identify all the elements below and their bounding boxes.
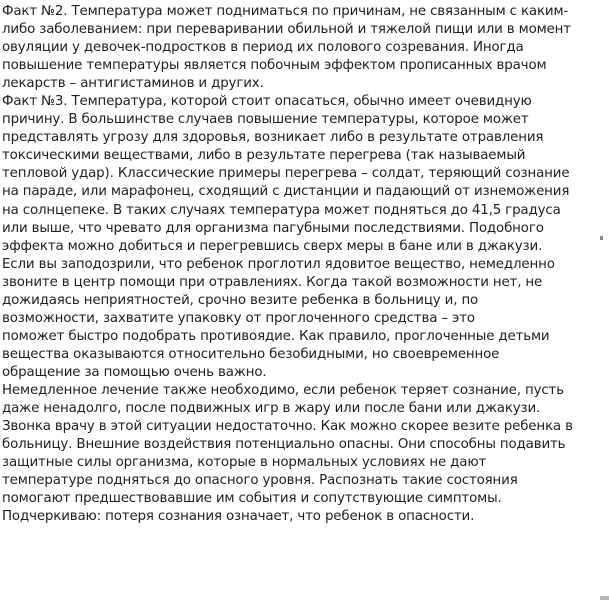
text-line-26: защитные силы организма, которые в нормальных условиях не дают <box>2 455 487 471</box>
document-text <box>2 3 600 526</box>
text-line-8: представлять угрозу для здоровья, возникает либо в результате отравления <box>2 130 544 146</box>
text-line-1: Факт №2. Температура может подниматься по причинам, не связанным с каким- <box>2 4 569 19</box>
scan-edge-mark <box>600 596 609 600</box>
text-line-28: помогают предшествовавшие им события и сопутствующие симптомы. <box>2 491 502 507</box>
text-line-16: звоните в центр помощи при отравлениях. Когда такой возможности нет, не <box>2 274 543 290</box>
text-line-13: или выше, что чревато для организма пагубными последствиями. Подобного <box>2 220 544 236</box>
text-line-25: больницу. Внешние воздействия потенциально опасны. Они способны подавить <box>2 437 566 453</box>
text-line-19: поможет быстро подобрать противоядие. Как правило, проглоченные детьми <box>2 328 550 344</box>
text-line-10: тепловой удар). Классические примеры перегрева – солдат, теряющий сознание <box>2 166 570 182</box>
text-line-29: Подчеркиваю: потеря сознания означает, что ребенок в опасности. <box>2 509 475 525</box>
text-line-22: Немедленное лечение также необходимо, если ребенок теряет сознание, пусть <box>2 382 564 398</box>
text-line-17: дожидаясь неприятностей, срочно везите ребенка в больницу и, по <box>2 292 479 308</box>
text-line-3: овуляции у девочек-подростков в период их полового созревания. Иногда <box>2 40 524 56</box>
text-line-21: обращение за помощью очень важно. <box>2 364 267 380</box>
text-line-5: лекарств – антигистаминов и других. <box>2 76 264 92</box>
text-line-12: на солнцепеке. В таких случаях температура может подняться до 41,5 градуса <box>2 202 561 218</box>
text-line-24: Звонка врачу в этой ситуации недостаточно. Как можно скорее везите ребенка в <box>2 419 573 435</box>
text-line-11: на параде, или марафонец, сходящий с дистанции и падающий от изнеможения <box>2 184 570 200</box>
text-line-6: Факт №3. Температура, которой стоит опасаться, обычно имеет очевидную <box>2 94 532 110</box>
scan-speck <box>600 236 603 240</box>
text-line-14: эффекта можно добиться и перегревшись сверх меры в бане или в джакузи. <box>2 238 543 254</box>
text-line-9: токсическими веществами, либо в результате перегрева (так называемый <box>2 148 526 164</box>
text-line-18: возможности, захватите упаковку от проглоченного средства – это <box>2 310 475 326</box>
text-line-27: температуре подняться до опасного уровня. Распознать такие состояния <box>2 473 518 489</box>
text-line-15: Если вы заподозрили, что ребенок проглотил ядовитое вещество, немедленно <box>2 256 555 272</box>
text-line-20: вещества оказываются относительно безобидными, но своевременное <box>2 346 500 362</box>
text-line-2: либо заболеванием: при переваривании обильной и тяжелой пищи или в момент <box>2 22 571 38</box>
text-line-23: даже ненадолго, после подвижных игр в жару или после бани или джакузи. <box>2 401 541 417</box>
text-line-7: причину. В большинстве случаев повышение температуры, которое может <box>2 112 529 128</box>
text-line-4: повышение температуры является побочным эффектом прописанных врачом <box>2 58 547 74</box>
